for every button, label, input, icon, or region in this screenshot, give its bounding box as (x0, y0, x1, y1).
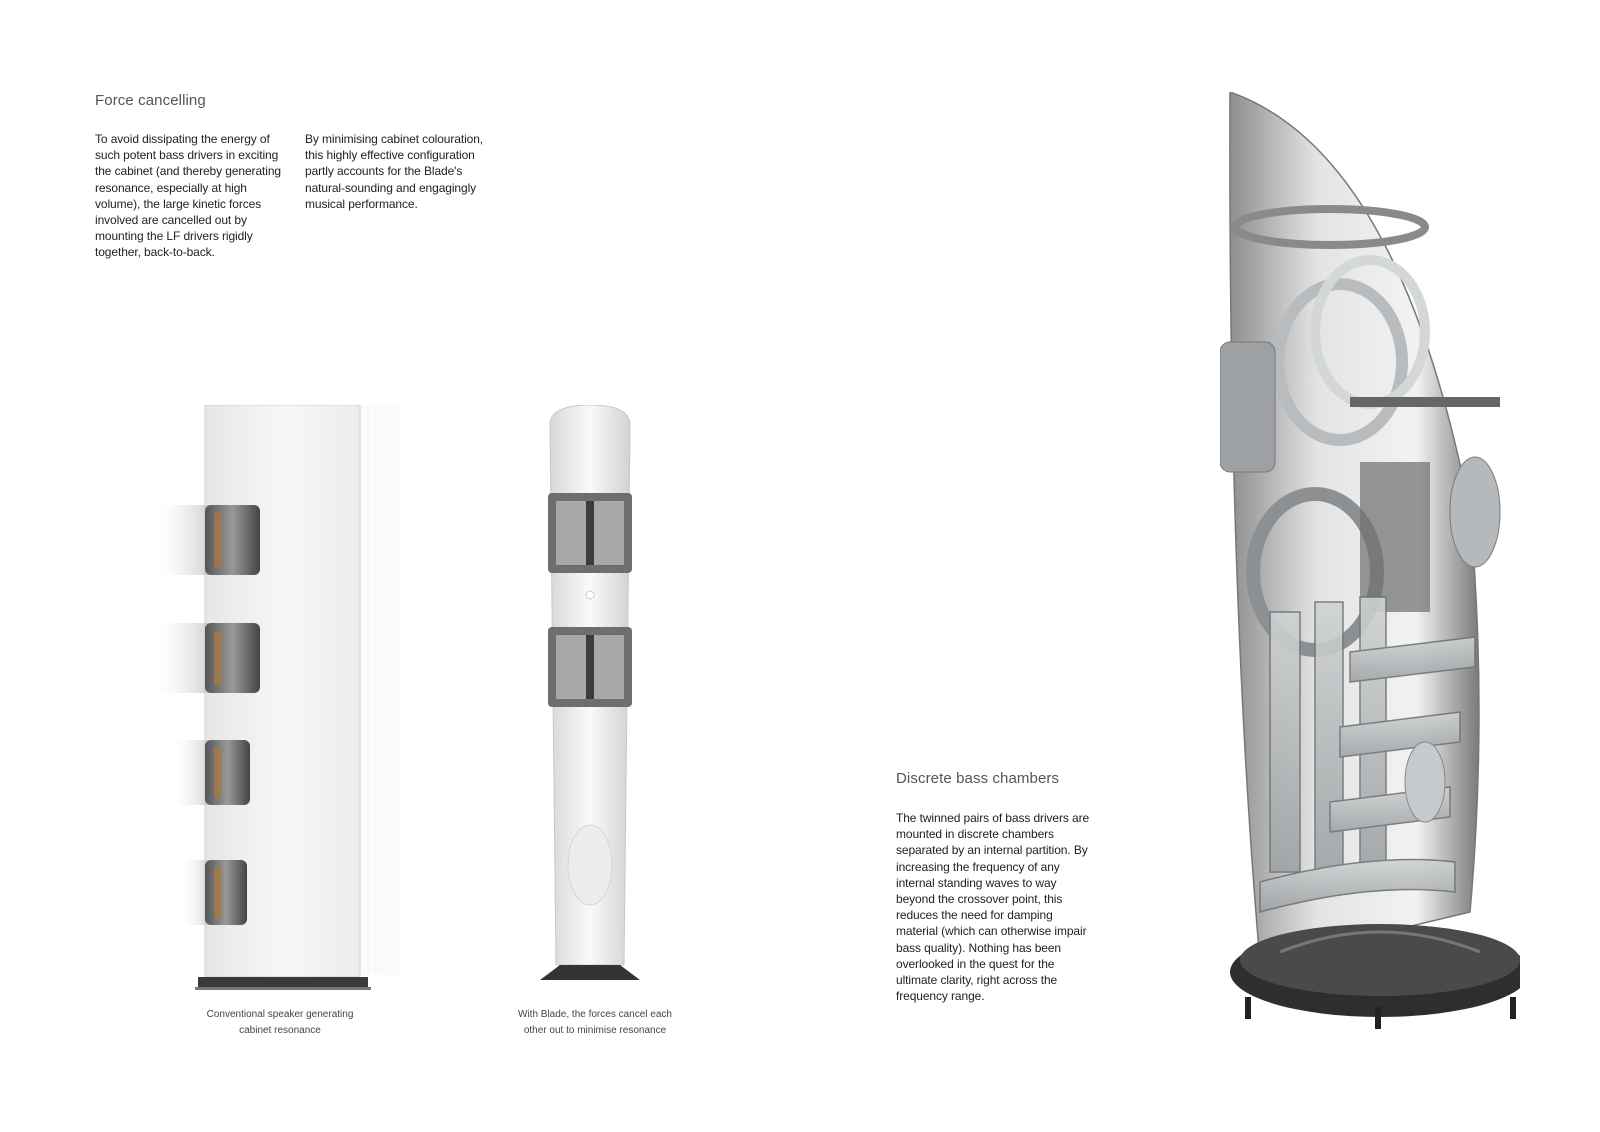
blade-speaker-caption (505, 1007, 685, 1039)
caption-line: other out to minimise resonance (523, 1025, 667, 1036)
blade-cutaway-illustration (1220, 92, 1520, 1067)
section-heading-discrete-bass-chambers: Discrete bass chambers (896, 770, 1060, 787)
blade-speaker-illustration (520, 405, 660, 1000)
discrete-bass-chambers-paragraph: The twinned pairs of bass drivers are mounted in discrete chambers separated by an internal partition. By increasing the frequency of any internal standing waves to way beyond the crossover point, this reduces the need for damping material (which can otherwise impair bass quality). Nothing has been overlooked in the quest for the ultimate clarity, right across the frequency range. (896, 811, 1090, 1004)
section-heading-force-cancelling: Force cancelling (95, 92, 206, 109)
caption-line: cabinet resonance (239, 1025, 321, 1036)
caption-line: With Blade, the forces cancel each (518, 1009, 672, 1020)
caption-line: Conventional speaker generating (206, 1009, 354, 1020)
conventional-speaker-illustration (150, 405, 410, 1000)
conventional-speaker-caption (185, 1007, 375, 1039)
force-cancelling-paragraph-2: By minimising cabinet colouration, this highly effective configuration partly accounts for the Blade's natural-sounding and engagingly musical performance. (305, 132, 484, 211)
force-cancelling-paragraph-1: To avoid dissipating the energy of such potent bass drivers in exciting the cabinet (and thereby generating resonance, especially at high volume), the large kinetic forces involved are cancelled out by mounting the LF drivers rigidly together, back-to-back. (95, 132, 281, 260)
